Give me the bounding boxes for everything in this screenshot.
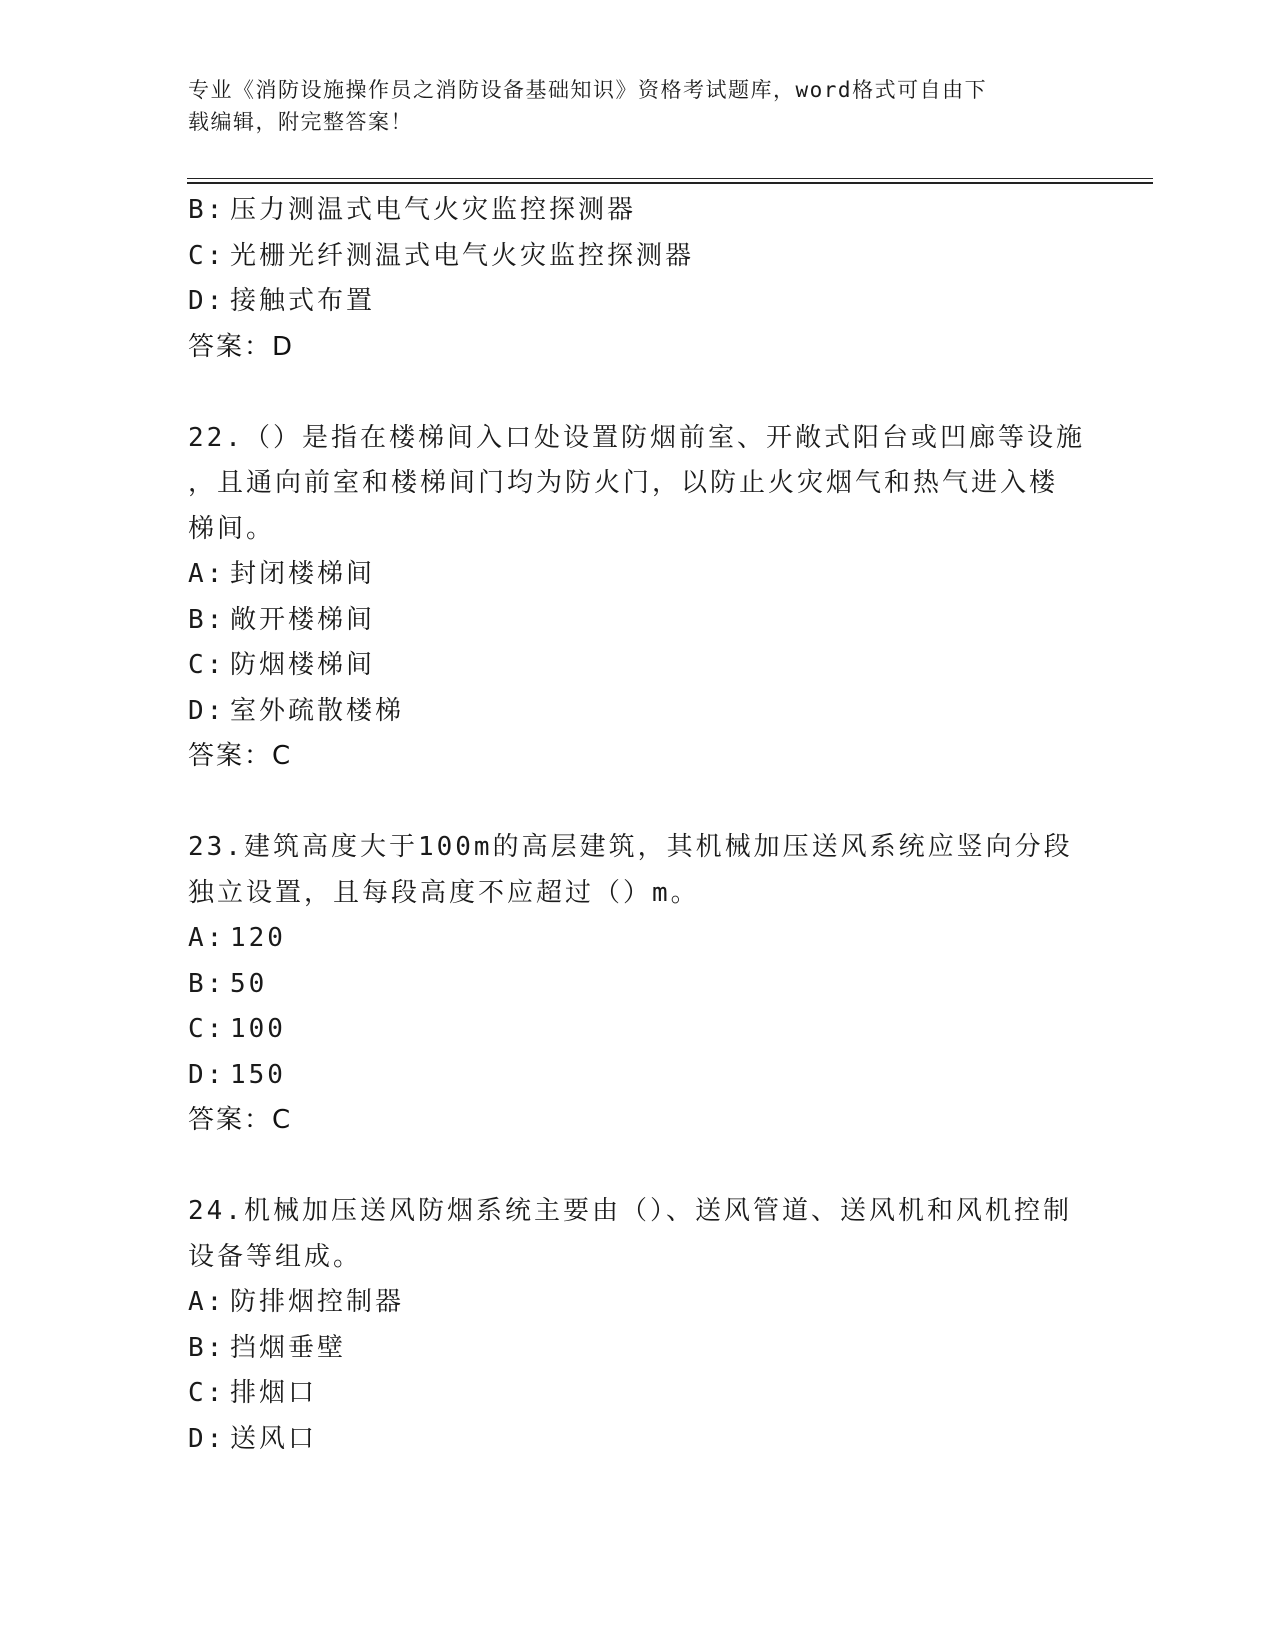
option-b: B: 敞开楼梯间: [188, 604, 376, 635]
question-text-line: 设备等组成。: [188, 1241, 363, 1272]
option-b: B: 压力测温式电气火灾监控探测器: [188, 195, 637, 225]
option-b: B: 挡烟垂壁: [188, 1332, 347, 1363]
document-header: [188, 74, 1088, 138]
option-a: A: 防排烟控制器: [188, 1287, 405, 1317]
answer: 答案：C: [188, 1105, 293, 1135]
header-line-2: 载编辑，附完整答案！: [188, 110, 413, 134]
option-d: D: 接触式布置: [188, 286, 376, 316]
question-24: [188, 1189, 1088, 1462]
question-text-line: 24.机械加压送风防烟系统主要由（）、送风管道、送风机和风机控制: [188, 1196, 1072, 1226]
header-divider-thin: [187, 178, 1153, 179]
answer: 答案：C: [188, 741, 293, 771]
option-d: D: 室外疏散楼梯: [188, 695, 405, 726]
spacer: [188, 780, 1088, 826]
option-a: A: 120: [188, 923, 286, 953]
header-divider-thick: [187, 182, 1153, 184]
option-c: C: 防烟楼梯间: [188, 650, 376, 680]
question-text-line: ，且通向前室和楼梯间门均为防火门，以防止火灾烟气和热气进入楼: [188, 468, 1059, 498]
header-line-1: 专业《消防设施操作员之消防设备基础知识》资格考试题库，word格式可自由下: [188, 78, 988, 102]
option-a: A: 封闭楼梯间: [188, 559, 376, 589]
spacer: [188, 1144, 1088, 1190]
question-23: [188, 825, 1088, 1144]
question-22: [188, 416, 1088, 780]
option-c: C: 光栅光纤测温式电气火灾监控探测器: [188, 240, 695, 271]
question-text-line: 独立设置，且每段高度不应超过（）m。: [188, 877, 700, 908]
question-21-continued: [188, 188, 1088, 370]
option-c: C: 100: [188, 1014, 286, 1044]
option-c: C: 排烟口: [188, 1378, 318, 1408]
spacer: [188, 370, 1088, 416]
option-d: D: 送风口: [188, 1423, 318, 1454]
option-d: D: 150: [188, 1059, 286, 1090]
question-text-line: 22.（）是指在楼梯间入口处设置防烟前室、开敞式阳台或凹廊等设施: [188, 422, 1085, 453]
answer: 答案：D: [188, 331, 295, 362]
option-b: B: 50: [188, 968, 268, 999]
question-text-line: 梯间。: [188, 513, 276, 544]
question-text-line: 23.建筑高度大于100m的高层建筑，其机械加压送风系统应竖向分段: [188, 832, 1073, 862]
question-list: [188, 188, 1088, 1462]
